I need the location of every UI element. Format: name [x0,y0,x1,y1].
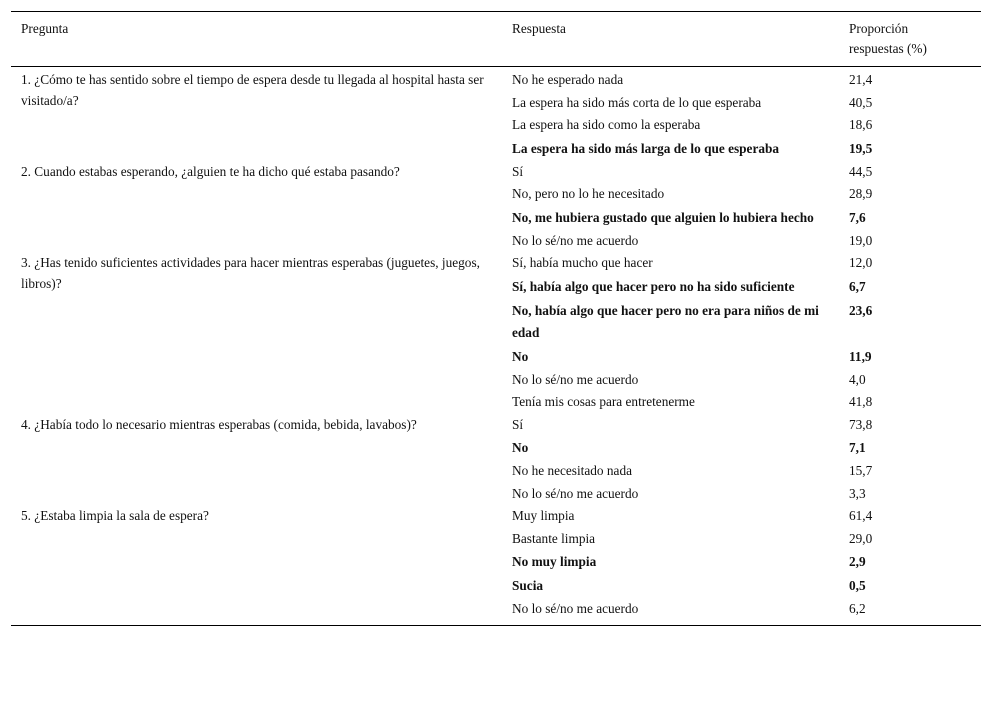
table-body [11,67,981,626]
proportion-cell: 11,9 [849,348,872,364]
proportion-cell: 28,9 [849,186,873,201]
proportion-cell: 73,8 [849,416,873,432]
answer-cell: No, me hubiera gustado que alguien lo hubiera hecho [512,209,814,225]
table-header [11,12,981,67]
header-proporcion-line2: respuestas (%) [849,41,927,56]
table-row [11,67,981,92]
proportion-cell: 7,6 [849,209,866,225]
proportion-cell: 4,0 [849,371,866,387]
answer-cell: No [512,440,529,455]
question-cell: 1. ¿Cómo te has sentido sobre el tiempo de espera desde tu llegada al hospital hasta ser visitado/a? [21,72,484,108]
table-row [11,505,981,528]
header-proporcion-line1: Proporción [849,21,909,36]
answer-cell: Sí, había algo que hacer pero no ha sido suficiente [512,278,795,294]
answer-cell: No lo sé/no me acuerdo [512,485,639,501]
question-cell: 2. Cuando estabas esperando, ¿alguien te ha dicho qué estaba pasando? [21,163,400,179]
answer-cell: La espera ha sido como la esperaba [512,117,701,132]
proportion-cell: 15,7 [849,463,873,478]
proportion-cell: 0,5 [849,578,866,593]
table-row [11,161,981,184]
proportion-cell: 40,5 [849,94,873,110]
answer-cell: Muy limpia [512,508,575,523]
proportion-cell: 6,2 [849,601,866,616]
proportion-cell: 29,0 [849,530,873,546]
answer-cell: Sí [512,163,524,179]
question-cell: 4. ¿Había todo lo necesario mientras esperabas (comida, bebida, lavabos)? [21,416,417,432]
answer-cell: No he necesitado nada [512,463,632,478]
proportion-cell: 3,3 [849,485,866,501]
answer-cell: No lo sé/no me acuerdo [512,601,639,616]
header-proporcion [839,12,981,67]
answer-cell: La espera ha sido más corta de lo que esperaba [512,94,762,110]
answer-cell: No, había algo que hacer pero no era para niños de mi edad [512,302,819,340]
proportion-cell: 41,8 [849,394,873,409]
header-respuesta: Respuesta [512,21,566,36]
answer-cell: No, pero no lo he necesitado [512,186,665,201]
header-row [11,12,981,67]
table-row [11,414,981,437]
proportion-cell: 18,6 [849,117,873,132]
proportion-cell: 19,5 [849,140,873,156]
answer-cell: Tenía mis cosas para entretenerme [512,394,695,409]
answer-cell: No lo sé/no me acuerdo [512,232,639,248]
proportion-cell: 19,0 [849,232,873,248]
proportion-cell: 2,9 [849,554,866,569]
answer-cell: Sí, había mucho que hacer [512,255,653,270]
proportion-cell: 23,6 [849,302,873,318]
question-cell: 5. ¿Estaba limpia la sala de espera? [21,508,209,523]
answer-cell: No [512,348,529,364]
proportion-cell: 21,4 [849,72,873,87]
question-cell: 3. ¿Has tenido suficientes actividades para hacer mientras esperabas (juguetes, juegos, libros)? [21,255,480,291]
proportion-cell: 7,1 [849,440,866,455]
survey-results-table [11,11,981,626]
proportion-cell: 61,4 [849,508,873,523]
answer-cell: La espera ha sido más larga de lo que esperaba [512,140,780,156]
answer-cell: No he esperado nada [512,72,624,87]
proportion-cell: 6,7 [849,278,866,294]
table-row [11,252,981,275]
proportion-cell: 44,5 [849,163,873,179]
proportion-cell: 12,0 [849,255,873,270]
answer-cell: Bastante limpia [512,530,596,546]
header-pregunta: Pregunta [21,21,69,36]
answer-cell: Sucia [512,578,544,593]
answer-cell: No lo sé/no me acuerdo [512,371,639,387]
answer-cell: No muy limpia [512,554,597,569]
answer-cell: Sí [512,416,524,432]
